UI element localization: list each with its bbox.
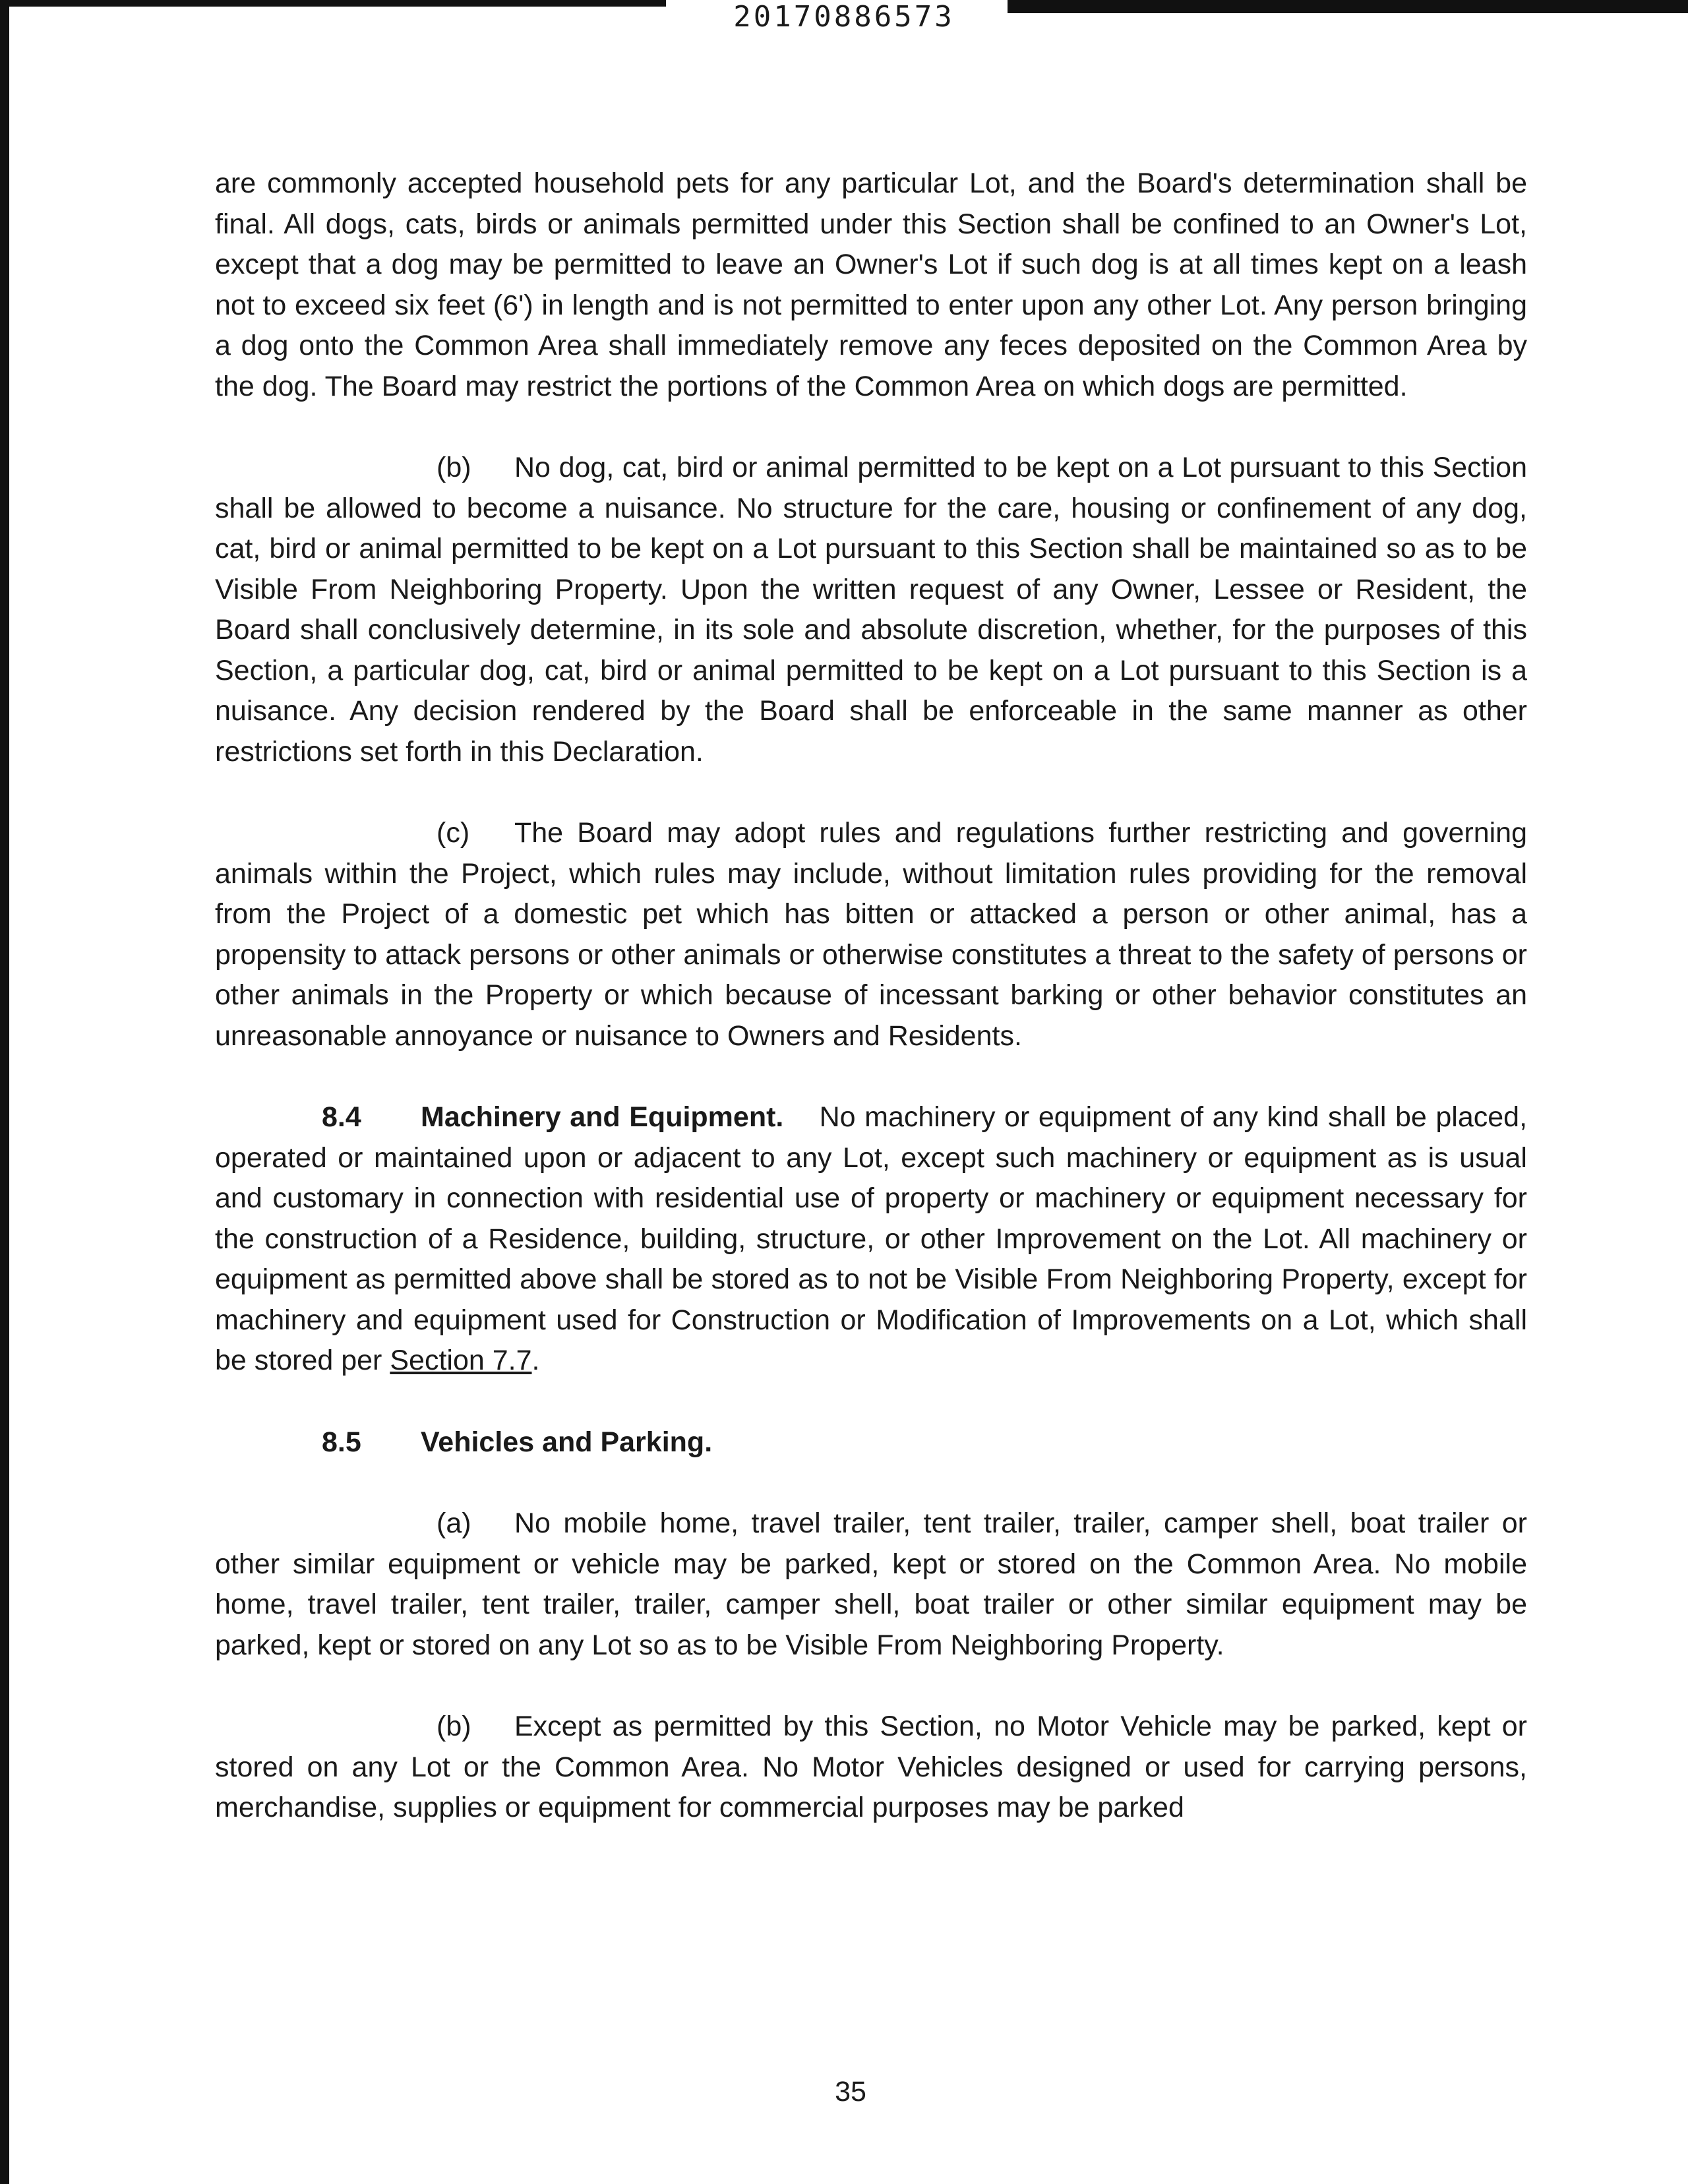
paragraph-pets-continued: are commonly accepted household pets for any particular Lot, and the Board's determination shall be final. All dogs, cats, birds or animals permitted under this Section shall be confined to an Owner's Lot, except that a dog may be permitted to leave an Owner's Lot if such dog is at all times kept on a leash not to exceed six feet (6') in length and is not permitted to enter upon any other Lot. Any person bringing a dog onto the Common Area shall immediately remove any feces deposited on the Common Area by the dog. The Board may restrict the portions of the Common Area on which dogs are permitted. (215, 167, 1527, 402)
paragraph-label: (c) (437, 817, 470, 849)
section-number: 8.4 (322, 1101, 361, 1133)
section-title: Vehicles and Parking. (421, 1426, 713, 1458)
paragraph-text: No dog, cat, bird or animal permitted to be kept on a Lot pursuant to this Section shall be allowed to become a nuisance. No structure for the care, housing or confinement of any dog, cat, bird or animal permitted to be kept on a Lot pursuant to this Section shall be maintained so as to be Visible From Neighboring Property. Upon the written request of any Owner, Lessee or Resident, the Board shall conclusively determine, in its sole and absolute discretion, whether, for the purposes of this Section, a particular dog, cat, bird or animal permitted to be kept on a Lot pursuant to this Section is a nuisance. Any decision rendered by the Board shall be enforceable in the same manner as other restrictions set forth in this Declaration. (215, 452, 1527, 768)
paragraph-text: Except as permitted by this Section, no Motor Vehicle may be parked, kept or stored on any Lot or the Common Area. No Motor Vehicles designed or used for carrying persons, merchandise, supplies or equipment for commercial purposes may be parked (215, 1711, 1527, 1823)
paragraph-a-trailers (215, 1503, 1527, 1666)
document-number: 20170886573 (733, 0, 955, 34)
paragraph-text: No mobile home, travel trailer, tent trailer, trailer, camper shell, boat trailer or other similar equipment or vehicle may be parked, kept or stored on the Common Area. No mobile home, travel trailer, tent trailer, trailer, camper shell, boat trailer or other similar equipment may be parked, kept or stored on any Lot so as to be Visible From Neighboring Property. (215, 1507, 1527, 1661)
paragraph-text: The Board may adopt rules and regulations further restricting and governing animals within the Project, which rules may include, without limitation rules providing for the removal from the Project of a domestic pet which has bitten or attacked a person or other animal, has a propensity to attack persons or other animals or otherwise constitutes a threat to the safety of persons or other animals in the Property or which because of incessant barking or other behavior constitutes an unreasonable annoyance or nuisance to Owners and Residents. (215, 817, 1527, 1052)
section-reference: Section 7.7 (390, 1345, 532, 1376)
page-number: 35 (835, 2076, 866, 2108)
paragraph-b-motor-vehicles (215, 1707, 1527, 1829)
paragraph-label: (b) (437, 1711, 471, 1742)
scan-left-edge (0, 0, 9, 2184)
scan-top-bar-right (1008, 0, 1688, 13)
section-number: 8.5 (322, 1426, 361, 1458)
paragraph-label: (a) (437, 1507, 471, 1539)
paragraph-b-nuisance (215, 448, 1527, 772)
section-text: No machinery or equipment of any kind shall be placed, operated or maintained upon or adjacent to any Lot, except such machinery or equipment as is usual and customary in connection with residential use of property or machinery or equipment necessary for the construction of a Residence, building, structure, or other Improvement on the Lot. All machinery or equipment as permitted above shall be stored as to not be Visible From Neighboring Property, except for machinery and equipment used for Construction or Modification of Improvements on a Lot, which shall be stored per (215, 1101, 1528, 1376)
document-body (215, 164, 1527, 1829)
section-title: Machinery and Equipment. (421, 1101, 784, 1133)
section-end: . (531, 1345, 540, 1376)
paragraph-c-rules (215, 813, 1527, 1056)
section-8-5-heading (215, 1422, 1527, 1463)
scan-top-bar-left (0, 0, 666, 7)
section-8-4 (215, 1097, 1527, 1381)
paragraph-label: (b) (437, 452, 471, 483)
